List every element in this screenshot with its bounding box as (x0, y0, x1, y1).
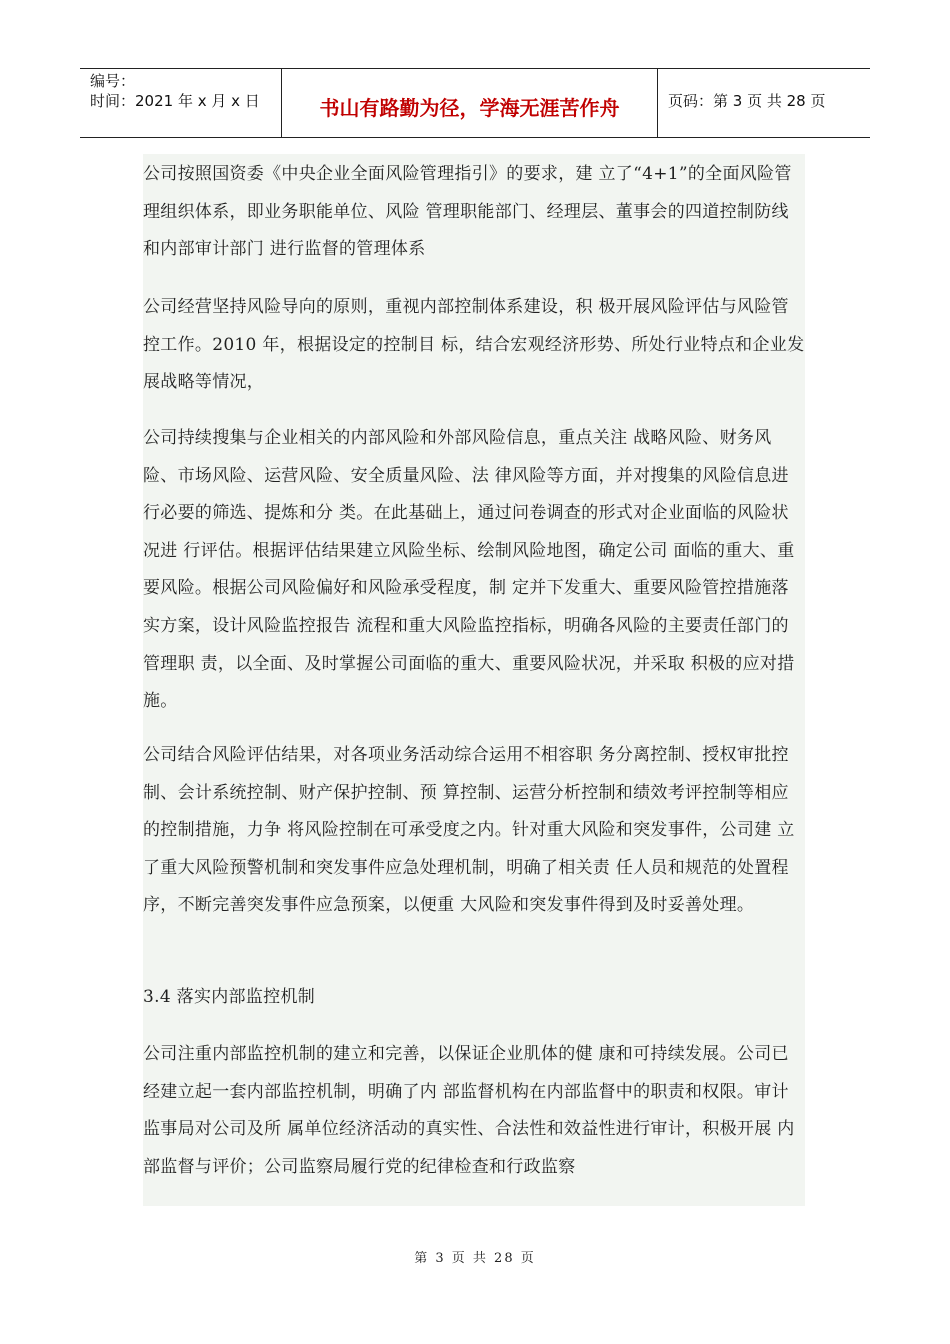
paragraph: 公司持续搜集与企业相关的内部风险和外部风险信息，重点关注 战略风险、财务风险、市场风险、运营风险、安全质量风险、法 律风险等方面，并对搜集的风险信息进行必要的筛选、提炼和分 类。在此基础上，通过问卷调查的形式对企业面临的风险状况进 行评估。根据评估结果建立风险坐标、绘制风险地图，确定公司 面临的重大、重要风险。根据公司风险偏好和风险承受程度，制 定并下发重大、重要风险管控措施落实方案，设计风险监控报告 流程和重大风险监控指标，明确各风险的主要责任部门的管理职 责，以全面、及时掌握公司面临的重大、重要风险状况，并采取 积极的应对措施。 (143, 428, 795, 712)
document-body (143, 154, 805, 1206)
paragraph: 公司经营坚持风险导向的原则，重视内部控制体系建设，积 极开展风险评估与风险管控工作。2010 年，根据设定的控制目 标，结合宏观经济形势、所处行业特点和企业发展战略等情况， (143, 297, 805, 393)
document-header (80, 68, 870, 138)
document-date: 时间：2021 年 x 月 x 日 (90, 92, 260, 110)
header-motto: 书山有路勤为径，学海无涯苦作舟 (282, 69, 658, 137)
paragraph: 公司按照国资委《中央企业全面风险管理指引》的要求，建 立了“4+1”的全面风险管理组织体系，即业务职能单位、风险 管理职能部门、经理层、董事会的四道控制防线和内部审计部门 进行监督的管理体系 (143, 164, 792, 260)
header-meta (80, 69, 282, 137)
page-footer: 第 3 页 共 28 页 (414, 1251, 536, 1266)
paragraph: 公司结合风险评估结果，对各项业务活动综合运用不相容职 务分离控制、授权审批控制、会计系统控制、财产保护控制、预 算控制、运营分析控制和绩效考评控制等相应的控制措施，力争 将风险控制在可承受度之内。针对重大风险和突发事件，公司建 立了重大风险预警机制和突发事件应急处理机制，明确了相关责 任人员和规范的处置程序，不断完善突发事件应急预案，以便重 大风险和突发事件得到及时妥善处理。 (143, 745, 795, 916)
paragraph: 公司注重内部监控机制的建立和完善，以保证企业肌体的健 康和可持续发展。公司已经建立起一套内部监控机制，明确了内 部监督机构在内部监督中的职责和权限。审计监事局对公司及所 属单位经济活动的真实性、合法性和效益性进行审计，积极开展 内部监督与评价；公司监察局履行党的纪律检查和行政监察 (143, 1044, 795, 1177)
document-number-label: 编号： (90, 72, 136, 90)
header-page-info: 页码：第 3 页 共 28 页 (668, 91, 826, 110)
section-heading: 3.4 落实内部监控机制 (143, 987, 316, 1007)
